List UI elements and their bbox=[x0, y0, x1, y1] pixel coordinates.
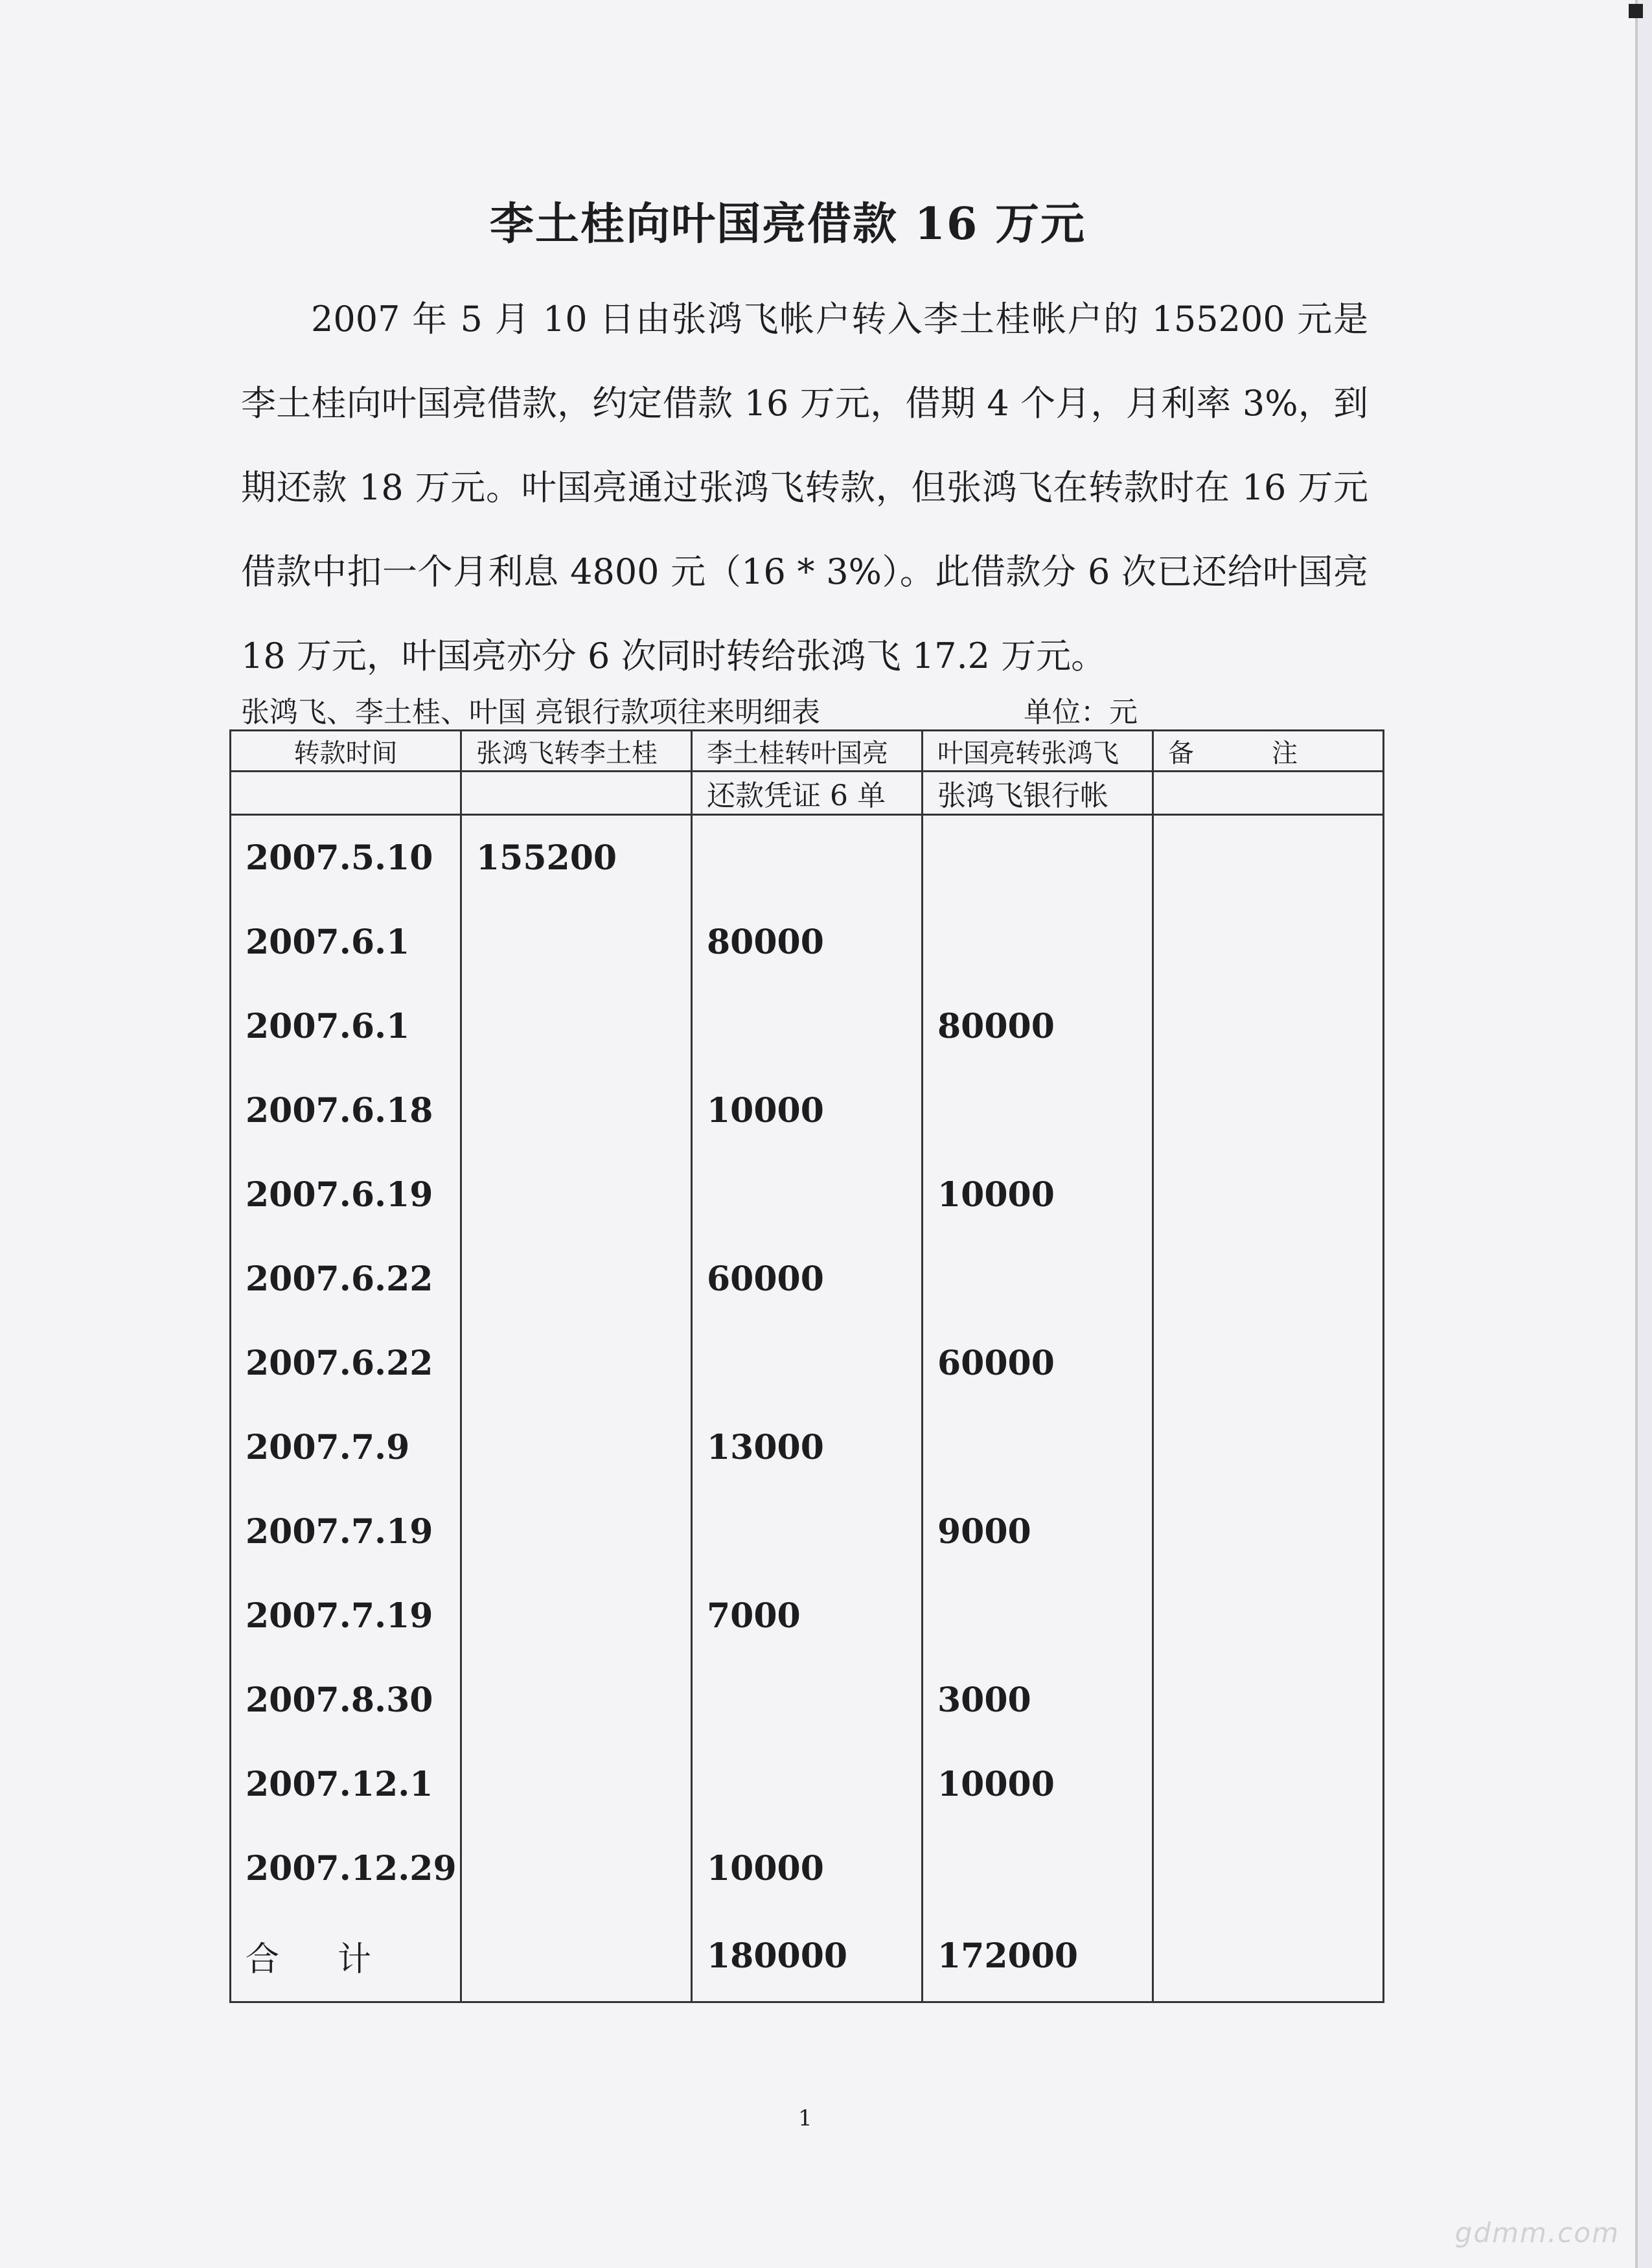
cell-date: 2007.6.19 bbox=[231, 1152, 461, 1237]
cell-zhang-to-li bbox=[461, 1068, 692, 1152]
cell-li-to-ye bbox=[692, 815, 923, 900]
transfer-ledger-table bbox=[229, 729, 1384, 2003]
cell-remarks bbox=[1153, 984, 1384, 1068]
subheader-ye-to-zhang: 张鸿飞银行帐 bbox=[923, 772, 1153, 815]
cell-date: 2007.12.29 bbox=[231, 1826, 461, 1910]
cell-zhang-to-li bbox=[461, 1574, 692, 1658]
cell-zhang-to-li bbox=[461, 900, 692, 984]
subheader-date bbox=[231, 772, 461, 815]
subheader-remarks bbox=[1153, 772, 1384, 815]
cell-remarks bbox=[1153, 900, 1384, 984]
page-number: 1 bbox=[798, 2105, 812, 2131]
table-row bbox=[231, 1658, 1384, 1742]
header-zhang-to-li: 张鸿飞转李土桂 bbox=[461, 731, 692, 772]
cell-ye-to-zhang: 9000 bbox=[923, 1489, 1153, 1574]
page-title: 李土桂向叶国亮借款 16 万元 bbox=[490, 198, 1086, 250]
cell-li-to-ye bbox=[692, 1658, 923, 1742]
cell-remarks bbox=[1153, 1826, 1384, 1910]
table-caption: 张鸿飞、李土桂、叶国 亮银行款项往来明细表 bbox=[241, 696, 820, 729]
header-ye-to-zhang: 叶国亮转张鸿飞 bbox=[923, 731, 1153, 772]
cell-li-to-ye bbox=[692, 984, 923, 1068]
cell-remarks bbox=[1153, 1068, 1384, 1152]
cell-date: 2007.12.1 bbox=[231, 1742, 461, 1826]
cell-remarks bbox=[1153, 1237, 1384, 1321]
cell-li-to-ye: 60000 bbox=[692, 1237, 923, 1321]
scan-corner-mark bbox=[1629, 4, 1643, 18]
cell-ye-to-zhang bbox=[923, 900, 1153, 984]
cell-remarks bbox=[1153, 1574, 1384, 1658]
cell-ye-to-zhang bbox=[923, 1237, 1153, 1321]
cell-remarks bbox=[1153, 815, 1384, 900]
header-date: 转款时间 bbox=[231, 731, 461, 772]
cell-date: 2007.7.19 bbox=[231, 1489, 461, 1574]
table-total-row bbox=[231, 1910, 1384, 2002]
cell-zhang-to-li bbox=[461, 1321, 692, 1405]
table-row bbox=[231, 1321, 1384, 1405]
cell-li-to-ye bbox=[692, 1321, 923, 1405]
cell-zhang-to-li bbox=[461, 1152, 692, 1237]
cell-date: 2007.6.22 bbox=[231, 1321, 461, 1405]
total-ye-to-zhang: 172000 bbox=[923, 1910, 1153, 2002]
table-row bbox=[231, 1237, 1384, 1321]
cell-date: 2007.6.1 bbox=[231, 900, 461, 984]
cell-remarks bbox=[1153, 1489, 1384, 1574]
scan-right-edge bbox=[1635, 0, 1652, 2268]
cell-remarks bbox=[1153, 1152, 1384, 1237]
body-paragraph: 2007 年 5 月 10 日由张鸿飞帐户转入李土桂帐户的 155200 元是李土桂向叶国亮借款，约定借款 16 万元，借期 4 个月，月利率 3%，到期还款 18 万元。叶国亮通过张鸿飞转款，但张鸿飞在转款时在 16 万元借款中扣一个月利息 4800 元（16 * 3%）。此借款分 6 次已还给叶国亮 18 万元，叶国亮亦分 6 次同时转给张鸿飞 17.2 万元。 bbox=[241, 299, 1368, 676]
table-header-row bbox=[231, 731, 1384, 772]
table-row bbox=[231, 1068, 1384, 1152]
cell-remarks bbox=[1153, 1405, 1384, 1489]
table-row bbox=[231, 1489, 1384, 1574]
cell-ye-to-zhang bbox=[923, 815, 1153, 900]
table-row bbox=[231, 1742, 1384, 1826]
total-remarks bbox=[1153, 1910, 1384, 2002]
cell-li-to-ye: 80000 bbox=[692, 900, 923, 984]
total-label: 合计 bbox=[231, 1910, 461, 2002]
cell-date: 2007.6.18 bbox=[231, 1068, 461, 1152]
cell-date: 2007.7.9 bbox=[231, 1405, 461, 1489]
total-li-to-ye: 180000 bbox=[692, 1910, 923, 2002]
scan-edge-shadow bbox=[1635, 0, 1638, 2268]
cell-zhang-to-li bbox=[461, 1405, 692, 1489]
cell-zhang-to-li bbox=[461, 1237, 692, 1321]
cell-ye-to-zhang bbox=[923, 1405, 1153, 1489]
table-unit: 单位：元 bbox=[1024, 696, 1138, 729]
cell-ye-to-zhang: 10000 bbox=[923, 1742, 1153, 1826]
table-row bbox=[231, 1405, 1384, 1489]
cell-li-to-ye: 7000 bbox=[692, 1574, 923, 1658]
table-row bbox=[231, 900, 1384, 984]
cell-date: 2007.5.10 bbox=[231, 815, 461, 900]
cell-date: 2007.8.30 bbox=[231, 1658, 461, 1742]
site-watermark: gdmm.com bbox=[1454, 2217, 1620, 2249]
cell-li-to-ye bbox=[692, 1489, 923, 1574]
cell-ye-to-zhang: 80000 bbox=[923, 984, 1153, 1068]
cell-remarks bbox=[1153, 1742, 1384, 1826]
table-row bbox=[231, 1574, 1384, 1658]
cell-zhang-to-li bbox=[461, 1742, 692, 1826]
cell-ye-to-zhang: 10000 bbox=[923, 1152, 1153, 1237]
cell-ye-to-zhang bbox=[923, 1574, 1153, 1658]
table-row bbox=[231, 1152, 1384, 1237]
cell-zhang-to-li bbox=[461, 984, 692, 1068]
cell-zhang-to-li: 155200 bbox=[461, 815, 692, 900]
cell-li-to-ye bbox=[692, 1742, 923, 1826]
cell-li-to-ye: 10000 bbox=[692, 1068, 923, 1152]
cell-ye-to-zhang: 3000 bbox=[923, 1658, 1153, 1742]
cell-li-to-ye: 13000 bbox=[692, 1405, 923, 1489]
cell-zhang-to-li bbox=[461, 1489, 692, 1574]
cell-date: 2007.6.1 bbox=[231, 984, 461, 1068]
cell-zhang-to-li bbox=[461, 1826, 692, 1910]
table-subheader-row bbox=[231, 772, 1384, 815]
total-zhang-to-li bbox=[461, 1910, 692, 2002]
cell-remarks bbox=[1153, 1321, 1384, 1405]
cell-ye-to-zhang bbox=[923, 1068, 1153, 1152]
subheader-li-to-ye: 还款凭证 6 单 bbox=[692, 772, 923, 815]
header-li-to-ye: 李土桂转叶国亮 bbox=[692, 731, 923, 772]
table-row bbox=[231, 984, 1384, 1068]
cell-remarks bbox=[1153, 1658, 1384, 1742]
cell-ye-to-zhang: 60000 bbox=[923, 1321, 1153, 1405]
cell-date: 2007.6.22 bbox=[231, 1237, 461, 1321]
cell-zhang-to-li bbox=[461, 1658, 692, 1742]
cell-ye-to-zhang bbox=[923, 1826, 1153, 1910]
subheader-zhang-to-li bbox=[461, 772, 692, 815]
cell-date: 2007.7.19 bbox=[231, 1574, 461, 1658]
table-row bbox=[231, 1826, 1384, 1910]
cell-li-to-ye: 10000 bbox=[692, 1826, 923, 1910]
header-remarks: 备 注 bbox=[1153, 731, 1384, 772]
table-row bbox=[231, 815, 1384, 900]
cell-li-to-ye bbox=[692, 1152, 923, 1237]
